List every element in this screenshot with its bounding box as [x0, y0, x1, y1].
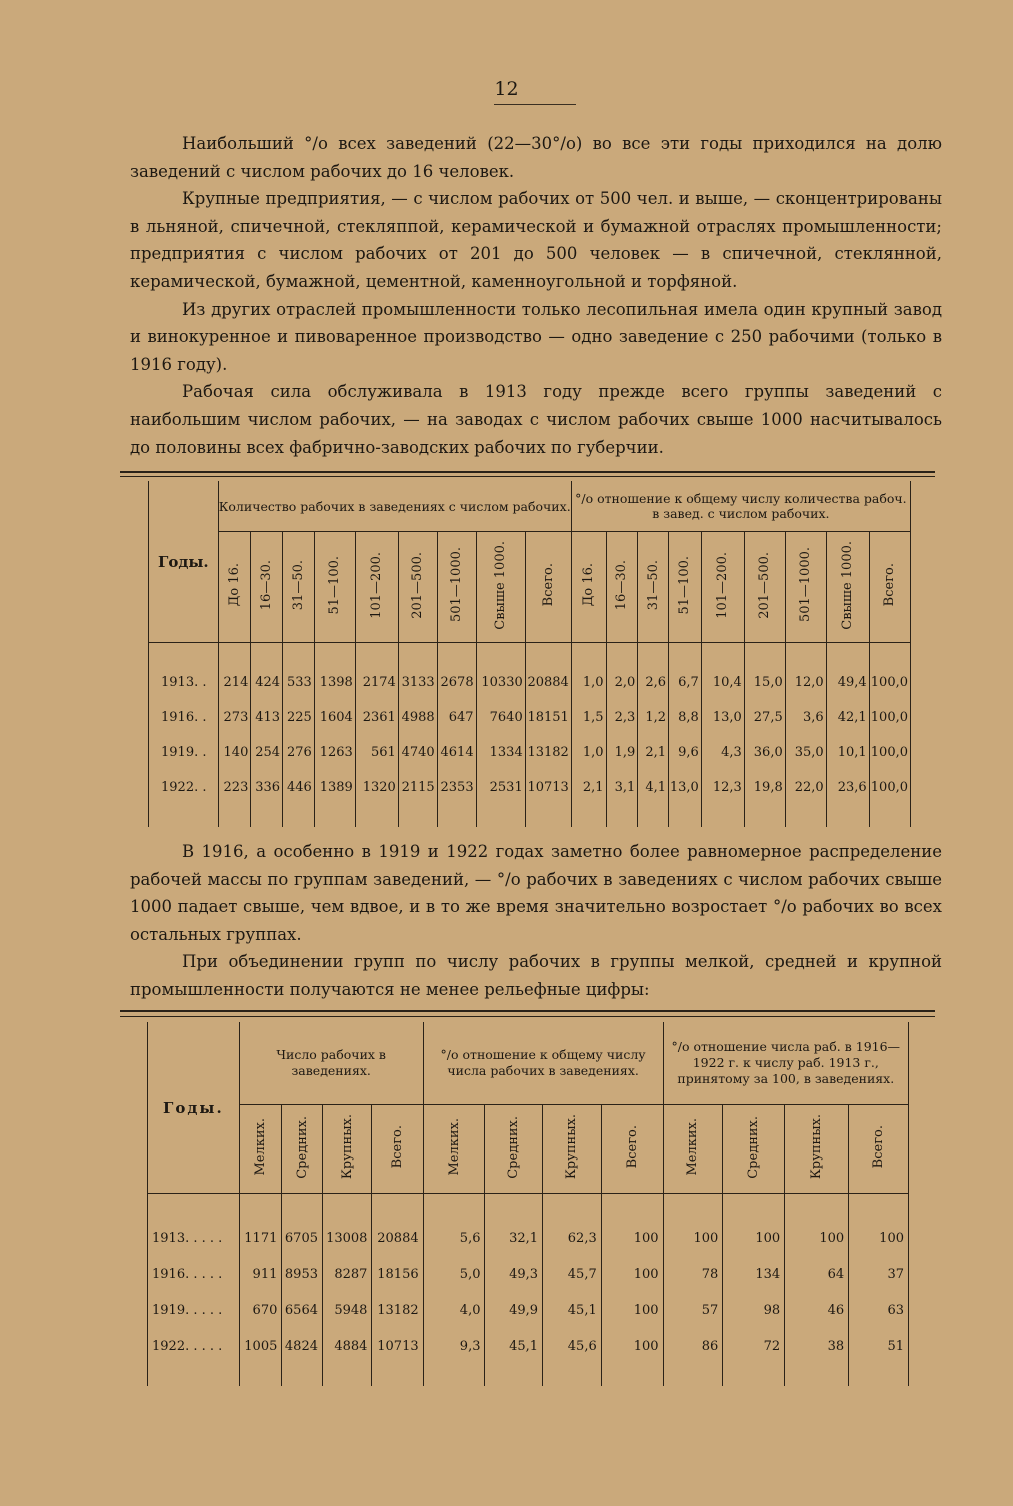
- table1-column-label: Всего.: [882, 563, 898, 607]
- table2-value-cell: 100: [785, 1220, 849, 1256]
- table2-top-rule-thin: [120, 1016, 935, 1017]
- table2-value-cell: 5948: [323, 1292, 372, 1328]
- table1-value-cell: 3,6: [785, 700, 826, 735]
- table1-value-cell: 9,6: [669, 735, 702, 770]
- table2-column-label: Средних.: [746, 1115, 762, 1179]
- table2-column-label: Крупных.: [809, 1114, 825, 1180]
- table1-column-label: 16—30.: [259, 559, 275, 611]
- table1-column-header: [571, 532, 606, 643]
- table1-column-header: [398, 532, 437, 643]
- table2-column-label: Крупных.: [564, 1114, 580, 1180]
- table1-spacer-cell: [826, 643, 869, 666]
- table1-value-cell: 2,6: [638, 665, 669, 700]
- table1-spacer-cell: [437, 805, 476, 827]
- table1-top-rule-thin: [120, 476, 935, 477]
- table2-value-cell: 134: [723, 1256, 785, 1292]
- table1-value-cell: 13182: [525, 735, 571, 770]
- table2-column-header: [323, 1105, 372, 1194]
- table2-column-header: [663, 1105, 723, 1194]
- table1-value-cell: 2353: [437, 770, 476, 805]
- table1-value-cell: 22,0: [785, 770, 826, 805]
- table2-column-label: Средних.: [506, 1115, 522, 1179]
- table1-value-cell: 2,0: [606, 665, 638, 700]
- table1-value-cell: 2174: [355, 665, 398, 700]
- table2-spacer-cell: [423, 1364, 485, 1386]
- table1-value-cell: 533: [283, 665, 315, 700]
- table1-spacer-cell: [869, 805, 910, 827]
- table2-spacer-cell: [663, 1194, 723, 1221]
- table1-spacer-cell: [669, 805, 702, 827]
- table1-value-cell: 4740: [398, 735, 437, 770]
- table1-spacer-cell: [251, 643, 283, 666]
- table2-spacer-cell: [849, 1364, 909, 1386]
- table1-value-cell: 23,6: [826, 770, 869, 805]
- table2-spacer-cell: [239, 1364, 282, 1386]
- table2-column-label: Всего.: [624, 1125, 640, 1169]
- table1-value-cell: 2678: [437, 665, 476, 700]
- table2-spacer-cell: [785, 1364, 849, 1386]
- table2-column-label: Всего.: [871, 1125, 887, 1169]
- table2-value-cell: 20884: [372, 1220, 423, 1256]
- workers-by-industry-size-table: [147, 1022, 909, 1386]
- table1-value-cell: 3133: [398, 665, 437, 700]
- table1-value-cell: 2115: [398, 770, 437, 805]
- table1-value-cell: 2361: [355, 700, 398, 735]
- table1-column-header: [701, 532, 744, 643]
- table1-value-cell: 100,0: [869, 735, 910, 770]
- table1-spacer-cell: [476, 805, 525, 827]
- page-number-rule: [494, 104, 576, 105]
- table1-value-cell: 1320: [355, 770, 398, 805]
- table1-year-cell: 1913. .: [149, 665, 219, 700]
- table2-column-header: [423, 1105, 485, 1194]
- table1-value-cell: 8,8: [669, 700, 702, 735]
- table2-value-cell: 86: [663, 1328, 723, 1364]
- table2-spacer-cell: [543, 1194, 602, 1221]
- table1-value-cell: 36,0: [744, 735, 785, 770]
- paragraph-4: Рабочая сила обслуживала в 1913 году прежде всего группы заведений с наибольшим числом рабочих, — на заводах с числом рабочих свыше 1000 насчитывалось до половины всех фабрично-заводских рабочих по губерчии.: [130, 382, 942, 457]
- table1-value-cell: 1398: [314, 665, 355, 700]
- table2-value-cell: 100: [601, 1328, 663, 1364]
- table1-value-cell: 19,8: [744, 770, 785, 805]
- table2-year-cell: 1919. . . . .: [148, 1292, 240, 1328]
- table2-value-cell: 100: [601, 1220, 663, 1256]
- table1-row: [149, 700, 911, 735]
- table1-value-cell: 10330: [476, 665, 525, 700]
- table1-column-label: 501—1000.: [449, 547, 465, 623]
- table1-column-header: [606, 532, 638, 643]
- table2-value-cell: 78: [663, 1256, 723, 1292]
- table1-value-cell: 1,5: [571, 700, 606, 735]
- table1-spacer-cell: [149, 805, 219, 827]
- table1-column-label: Свыше 1000.: [493, 540, 509, 630]
- table2-value-cell: 5,0: [423, 1256, 485, 1292]
- table2-value-cell: 1171: [239, 1220, 282, 1256]
- table2-value-cell: 9,3: [423, 1328, 485, 1364]
- table2-value-cell: 45,1: [543, 1292, 602, 1328]
- table1-column-label: 16—30.: [614, 559, 630, 611]
- table2-group3-header: °/о отношение числа раб. в 1916—1922 г. к числу раб. 1913 г., принятому за 100, в заведениях.: [663, 1022, 908, 1105]
- table2-column-header: [785, 1105, 849, 1194]
- table1-spacer-cell: [398, 643, 437, 666]
- table1-spacer-cell: [525, 643, 571, 666]
- table1-value-cell: 1,0: [571, 735, 606, 770]
- table1-value-cell: 140: [218, 735, 251, 770]
- table2-value-cell: 98: [723, 1292, 785, 1328]
- table1-column-label: До 16.: [581, 563, 597, 607]
- table1-value-cell: 561: [355, 735, 398, 770]
- table1-column-header: [826, 532, 869, 643]
- table2-value-cell: 100: [723, 1220, 785, 1256]
- table2-value-cell: 100: [849, 1220, 909, 1256]
- table2-column-label: Мелких.: [253, 1118, 269, 1176]
- paragraph-5: В 1916, а особенно в 1919 и 1922 годах заметно более равномерное распределение рабочей массы по группам заведений, — °/о рабочих в заведениях с числом рабочих свыше 1000 падает свыше, чем вдвое, и в то же время значительно возростает °/о рабочих во всех остальных группах.: [130, 842, 942, 944]
- table2-row: [148, 1256, 909, 1292]
- table1-column-label: 31—50.: [290, 559, 306, 611]
- table2-spacer-cell: [485, 1194, 543, 1221]
- table1-value-cell: 12,0: [785, 665, 826, 700]
- table2-column-header: [239, 1105, 282, 1194]
- table1-value-cell: 10,4: [701, 665, 744, 700]
- table2-value-cell: 4824: [282, 1328, 323, 1364]
- table2-value-cell: 4884: [323, 1328, 372, 1364]
- table1-value-cell: 27,5: [744, 700, 785, 735]
- table1-value-cell: 4614: [437, 735, 476, 770]
- table2-value-cell: 38: [785, 1328, 849, 1364]
- table2-year-cell: 1913. . . . .: [148, 1220, 240, 1256]
- table1-value-cell: 100,0: [869, 665, 910, 700]
- table1-value-cell: 413: [251, 700, 283, 735]
- table2-value-cell: 13008: [323, 1220, 372, 1256]
- table1-spacer-cell: [355, 643, 398, 666]
- table1-spacer-cell: [218, 805, 251, 827]
- table1-value-cell: 1,2: [638, 700, 669, 735]
- table2-spacer-cell: [601, 1194, 663, 1221]
- table1-value-cell: 446: [283, 770, 315, 805]
- table2-value-cell: 64: [785, 1256, 849, 1292]
- table1-value-cell: 12,3: [701, 770, 744, 805]
- table2-value-cell: 45,6: [543, 1328, 602, 1364]
- table2-value-cell: 45,1: [485, 1328, 543, 1364]
- table2-value-cell: 8953: [282, 1256, 323, 1292]
- table1-value-cell: 2,1: [638, 735, 669, 770]
- table1-column-header: [525, 532, 571, 643]
- table1-value-cell: 254: [251, 735, 283, 770]
- table1-year-header: Годы.: [149, 481, 219, 643]
- table1-spacer-cell: [638, 643, 669, 666]
- table1-value-cell: 276: [283, 735, 315, 770]
- table1-value-cell: 647: [437, 700, 476, 735]
- table2-value-cell: 46: [785, 1292, 849, 1328]
- table1-column-label: 501—1000.: [798, 547, 814, 623]
- table2-column-header: [601, 1105, 663, 1194]
- table1-row: [149, 665, 911, 700]
- table1-value-cell: 2531: [476, 770, 525, 805]
- table2-spacer-cell: [785, 1194, 849, 1221]
- table1-value-cell: 15,0: [744, 665, 785, 700]
- table2-value-cell: 57: [663, 1292, 723, 1328]
- table2-value-cell: 100: [663, 1220, 723, 1256]
- table1-spacer-cell: [437, 643, 476, 666]
- table2-column-label: Всего.: [390, 1125, 406, 1169]
- table2-year-cell: 1916. . . . .: [148, 1256, 240, 1292]
- table1-spacer-cell: [869, 643, 910, 666]
- table1-value-cell: 42,1: [826, 700, 869, 735]
- table1-value-cell: 2,3: [606, 700, 638, 735]
- table1-spacer-cell: [314, 643, 355, 666]
- table1-spacer-cell: [638, 805, 669, 827]
- table2-top-rule: [120, 1010, 935, 1012]
- table1-group1-header: Количество рабочих в заведениях с числом рабочих.: [218, 481, 571, 532]
- table1-column-header: [314, 532, 355, 643]
- table2-value-cell: 100: [601, 1256, 663, 1292]
- table2-value-cell: 32,1: [485, 1220, 543, 1256]
- table2-row: [148, 1220, 909, 1256]
- table1-spacer-cell: [355, 805, 398, 827]
- table2-group1-header: Число рабочих в заведениях.: [239, 1022, 423, 1105]
- table1-row: [149, 735, 911, 770]
- table1-column-header: [785, 532, 826, 643]
- table1-column-header: [638, 532, 669, 643]
- table2-value-cell: 10713: [372, 1328, 423, 1364]
- table1-group2-header: °/о отношение к общему числу количества рабоч. в завед. с числом рабочих.: [571, 481, 910, 532]
- table1-spacer-cell: [744, 805, 785, 827]
- table1-year-cell: 1916. .: [149, 700, 219, 735]
- table1-value-cell: 1263: [314, 735, 355, 770]
- table1-value-cell: 1604: [314, 700, 355, 735]
- table2-year-header: Годы.: [148, 1022, 240, 1194]
- table1-value-cell: 336: [251, 770, 283, 805]
- table2-value-cell: 49,3: [485, 1256, 543, 1292]
- table1-value-cell: 273: [218, 700, 251, 735]
- table1-value-cell: 225: [283, 700, 315, 735]
- table1-year-cell: 1922. .: [149, 770, 219, 805]
- table1-value-cell: 100,0: [869, 700, 910, 735]
- table1-value-cell: 4,3: [701, 735, 744, 770]
- table2-value-cell: 6705: [282, 1220, 323, 1256]
- table1-column-label: 51—100.: [327, 555, 343, 615]
- table1-column-header: [437, 532, 476, 643]
- table2-spacer-cell: [423, 1194, 485, 1221]
- table2-spacer-cell: [372, 1364, 423, 1386]
- middle-text: [130, 838, 942, 1004]
- table1-year-cell: 1919. .: [149, 735, 219, 770]
- table2-spacer-cell: [282, 1364, 323, 1386]
- table2-value-cell: 911: [239, 1256, 282, 1292]
- table2-spacer-cell: [485, 1364, 543, 1386]
- table2-value-cell: 6564: [282, 1292, 323, 1328]
- table2-spacer-cell: [323, 1194, 372, 1221]
- table1-value-cell: 214: [218, 665, 251, 700]
- table2-row: [148, 1292, 909, 1328]
- table2-spacer-cell: [723, 1364, 785, 1386]
- table1-spacer-cell: [525, 805, 571, 827]
- table1-spacer-cell: [606, 805, 638, 827]
- table1-value-cell: 223: [218, 770, 251, 805]
- table1-column-header: [744, 532, 785, 643]
- table1-value-cell: 13,0: [669, 770, 702, 805]
- table1-spacer-cell: [283, 643, 315, 666]
- table1-column-label: 101—200.: [369, 551, 385, 619]
- table2-column-label: Крупных.: [339, 1114, 355, 1180]
- table1-value-cell: 1,9: [606, 735, 638, 770]
- table2-column-label: Средних.: [294, 1115, 310, 1179]
- table1-spacer-cell: [571, 643, 606, 666]
- table1-column-header: [218, 532, 251, 643]
- table1-spacer-cell: [251, 805, 283, 827]
- page-number: 12: [494, 78, 519, 100]
- table1-value-cell: 13,0: [701, 700, 744, 735]
- table2-year-cell: 1922. . . . .: [148, 1328, 240, 1364]
- table2-spacer-cell: [601, 1364, 663, 1386]
- table1-column-label: 31—50.: [645, 559, 661, 611]
- table2-value-cell: 72: [723, 1328, 785, 1364]
- table2-column-header: [543, 1105, 602, 1194]
- table2-spacer-cell: [723, 1194, 785, 1221]
- table2-spacer-cell: [239, 1194, 282, 1221]
- table1-spacer-cell: [701, 643, 744, 666]
- table2-value-cell: 51: [849, 1328, 909, 1364]
- table2-column-header: [485, 1105, 543, 1194]
- table1-spacer-cell: [669, 643, 702, 666]
- table1-column-label: 101—200.: [715, 551, 731, 619]
- table1-value-cell: 1,0: [571, 665, 606, 700]
- table2-spacer-cell: [148, 1364, 240, 1386]
- table1-column-label: 201—500.: [757, 551, 773, 619]
- table1-spacer-cell: [744, 643, 785, 666]
- table1-spacer-cell: [701, 805, 744, 827]
- table2-value-cell: 5,6: [423, 1220, 485, 1256]
- table1-value-cell: 6,7: [669, 665, 702, 700]
- table2-value-cell: 18156: [372, 1256, 423, 1292]
- table2-value-cell: 49,9: [485, 1292, 543, 1328]
- table1-column-label: 51—100.: [677, 555, 693, 615]
- table1-spacer-cell: [314, 805, 355, 827]
- table1-value-cell: 10713: [525, 770, 571, 805]
- table1-column-label: Всего.: [540, 563, 556, 607]
- table1-spacer-cell: [398, 805, 437, 827]
- paragraph-1: Наибольший °/о всех заведений (22—30°/о) во все эти годы приходился на долю заведений с числом рабочих до 16 человек.: [130, 134, 942, 181]
- intro-text: [130, 130, 942, 461]
- table1-value-cell: 49,4: [826, 665, 869, 700]
- table2-spacer-cell: [663, 1364, 723, 1386]
- table1-column-header: [251, 532, 283, 643]
- table2-value-cell: 63: [849, 1292, 909, 1328]
- table1-row: [149, 770, 911, 805]
- table1-value-cell: 10,1: [826, 735, 869, 770]
- table2-column-label: Мелких.: [685, 1118, 701, 1176]
- table1-spacer-cell: [571, 805, 606, 827]
- table2-spacer-cell: [148, 1194, 240, 1221]
- table1-value-cell: 1334: [476, 735, 525, 770]
- table2-spacer-cell: [543, 1364, 602, 1386]
- table2-column-header: [282, 1105, 323, 1194]
- table2-value-cell: 670: [239, 1292, 282, 1328]
- table1-column-header: [869, 532, 910, 643]
- table2-spacer-cell: [282, 1194, 323, 1221]
- table2-value-cell: 8287: [323, 1256, 372, 1292]
- table2-column-header: [723, 1105, 785, 1194]
- table2-group2-header: °/о отношение к общему числу числа рабочих в заведениях.: [423, 1022, 663, 1105]
- table2-value-cell: 13182: [372, 1292, 423, 1328]
- table2-spacer-cell: [849, 1194, 909, 1221]
- table1-spacer-cell: [606, 643, 638, 666]
- paragraph-2: Крупные предприятия, — с числом рабочих от 500 чел. и выше, — сконцентрированы в льняной, спичечной, стекляппой, керамической и бумажной отраслях промышленности; предприятия с числом рабочих от 201 до 500 человек — в спичечной, стеклянной, керамической, бумажной, цементной, каменноугольной и торфяной.: [130, 189, 942, 291]
- table2-column-header: [849, 1105, 909, 1194]
- table2-column-header: [372, 1105, 423, 1194]
- paragraph-3: Из других отраслей промышленности только лесопильная имела один крупный завод и винокуренное и пивоваренное производство — одно заведение с 250 рабочими (только в 1916 году).: [130, 299, 942, 374]
- table1-value-cell: 4988: [398, 700, 437, 735]
- table1-column-label: 201—500.: [410, 551, 426, 619]
- table1-column-header: [355, 532, 398, 643]
- table1-spacer-cell: [785, 805, 826, 827]
- table2-spacer-cell: [323, 1364, 372, 1386]
- table1-value-cell: 7640: [476, 700, 525, 735]
- workers-by-size-table: [148, 481, 911, 827]
- table2-spacer-cell: [372, 1194, 423, 1221]
- table1-column-header: [669, 532, 702, 643]
- paragraph-6: При объединении групп по числу рабочих в группы мелкой, средней и крупной промышленности получаются не менее рельефные цифры:: [130, 952, 942, 999]
- table1-spacer-cell: [283, 805, 315, 827]
- table1-value-cell: 100,0: [869, 770, 910, 805]
- table2-value-cell: 37: [849, 1256, 909, 1292]
- table1-column-header: [476, 532, 525, 643]
- table1-value-cell: 4,1: [638, 770, 669, 805]
- table1-value-cell: 2,1: [571, 770, 606, 805]
- table1-value-cell: 1389: [314, 770, 355, 805]
- table2-value-cell: 1005: [239, 1328, 282, 1364]
- table2-value-cell: 4,0: [423, 1292, 485, 1328]
- table2-column-label: Мелких.: [446, 1118, 462, 1176]
- table1-spacer-cell: [826, 805, 869, 827]
- table2-value-cell: 62,3: [543, 1220, 602, 1256]
- table1-value-cell: 20884: [525, 665, 571, 700]
- table1-spacer-cell: [785, 643, 826, 666]
- table1-column-label: Свыше 1000.: [840, 540, 856, 630]
- table2-value-cell: 100: [601, 1292, 663, 1328]
- table1-column-label: До 16.: [226, 563, 242, 607]
- table2-row: [148, 1328, 909, 1364]
- table1-top-rule: [120, 471, 935, 473]
- table1-value-cell: 424: [251, 665, 283, 700]
- table1-value-cell: 3,1: [606, 770, 638, 805]
- table1-value-cell: 35,0: [785, 735, 826, 770]
- table1-spacer-cell: [149, 643, 219, 666]
- table1-column-header: [283, 532, 315, 643]
- table1-spacer-cell: [218, 643, 251, 666]
- table1-value-cell: 18151: [525, 700, 571, 735]
- table1-spacer-cell: [476, 643, 525, 666]
- table2-value-cell: 45,7: [543, 1256, 602, 1292]
